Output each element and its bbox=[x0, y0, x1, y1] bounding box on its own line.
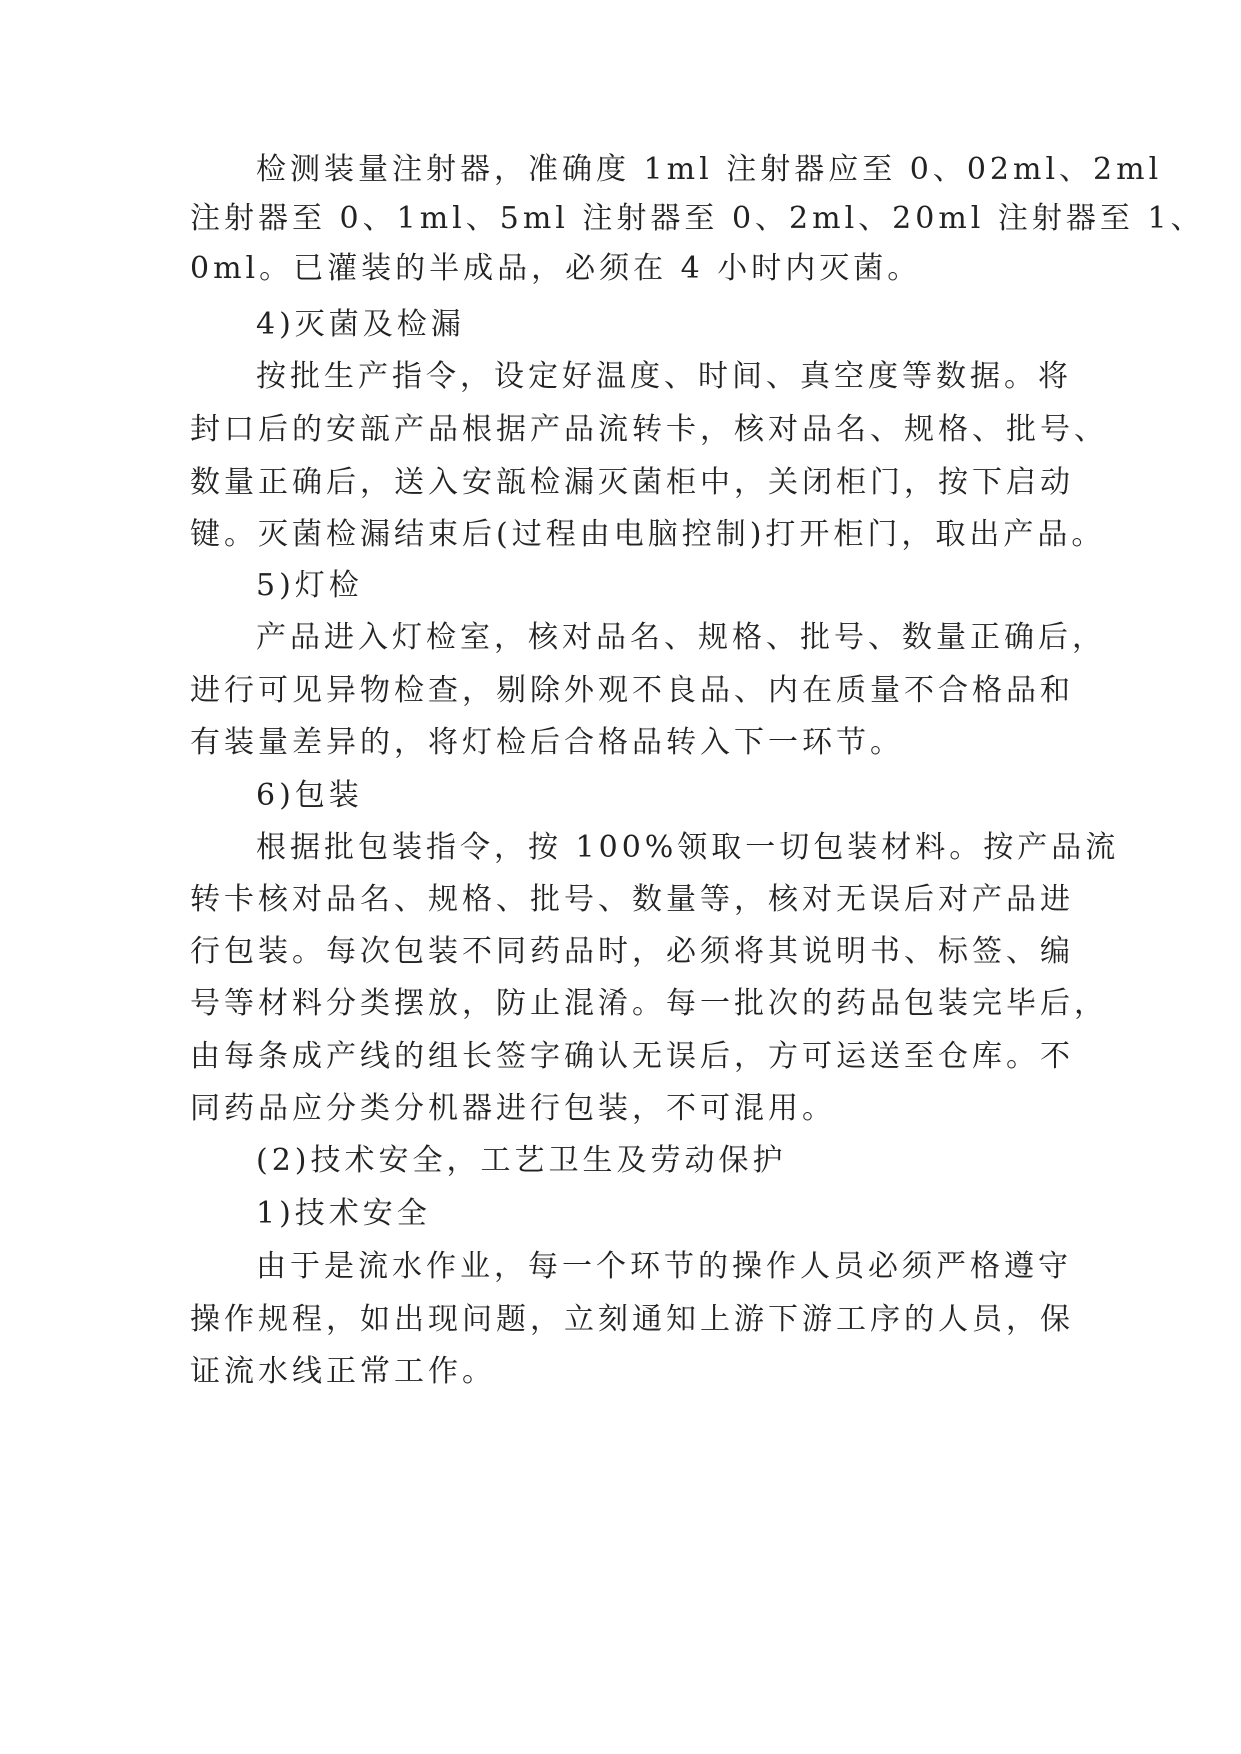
text-line: 键。灭菌检漏结束后(过程由电脑控制)打开柜门，取出产品。 bbox=[190, 517, 1106, 552]
text-line: 操作规程，如出现问题，立刻通知上游下游工序的人员，保 bbox=[190, 1302, 1074, 1337]
text-line: 由每条成产线的组长签字确认无误后，方可运送至仓库。不 bbox=[190, 1039, 1074, 1074]
text-line: 产品进入灯检室，核对品名、规格、批号、数量正确后， bbox=[256, 620, 1106, 655]
text-line: 证流水线正常工作。 bbox=[190, 1354, 496, 1389]
text-line: 按批生产指令，设定好温度、时间、真空度等数据。将 bbox=[256, 359, 1072, 394]
text-line: 有装量差异的，将灯检后合格品转入下一环节。 bbox=[190, 725, 904, 760]
section-heading: 4)灭菌及检漏 bbox=[256, 307, 465, 342]
text-line: 检测装量注射器，准确度 1ml 注射器应至 0、02ml、2ml bbox=[256, 152, 1163, 187]
section-heading: 5)灯检 bbox=[256, 568, 363, 603]
text-line: 注射器至 0、1ml、5ml 注射器至 0、2ml、20ml 注射器至 1、 bbox=[190, 201, 1205, 236]
text-line: 封口后的安瓿产品根据产品流转卡，核对品名、规格、批号、 bbox=[190, 412, 1108, 447]
section-heading: 1)技术安全 bbox=[256, 1196, 431, 1231]
text-line: 行包装。每次包装不同药品时，必须将其说明书、标签、编 bbox=[190, 934, 1074, 969]
text-line: 数量正确后，送入安瓿检漏灭菌柜中，关闭柜门，按下启动 bbox=[190, 465, 1074, 500]
text-line: 根据批包装指令，按 100%领取一切包装材料。按产品流 bbox=[256, 830, 1120, 865]
text-line: 号等材料分类摆放，防止混淆。每一批次的药品包装完毕后， bbox=[190, 986, 1108, 1021]
text-line: 进行可见异物检查，剔除外观不良品、内在质量不合格品和 bbox=[190, 673, 1074, 708]
text-line: 转卡核对品名、规格、批号、数量等，核对无误后对产品进 bbox=[190, 882, 1074, 917]
text-line: 0ml。已灌装的半成品，必须在 4 小时内灭菌。 bbox=[190, 251, 922, 286]
section-heading: 6)包装 bbox=[256, 778, 363, 813]
section-heading: (2)技术安全，工艺卫生及劳动保护 bbox=[256, 1143, 787, 1178]
text-line: 由于是流水作业，每一个环节的操作人员必须严格遵守 bbox=[256, 1249, 1072, 1284]
text-line: 同药品应分类分机器进行包装，不可混用。 bbox=[190, 1091, 836, 1126]
